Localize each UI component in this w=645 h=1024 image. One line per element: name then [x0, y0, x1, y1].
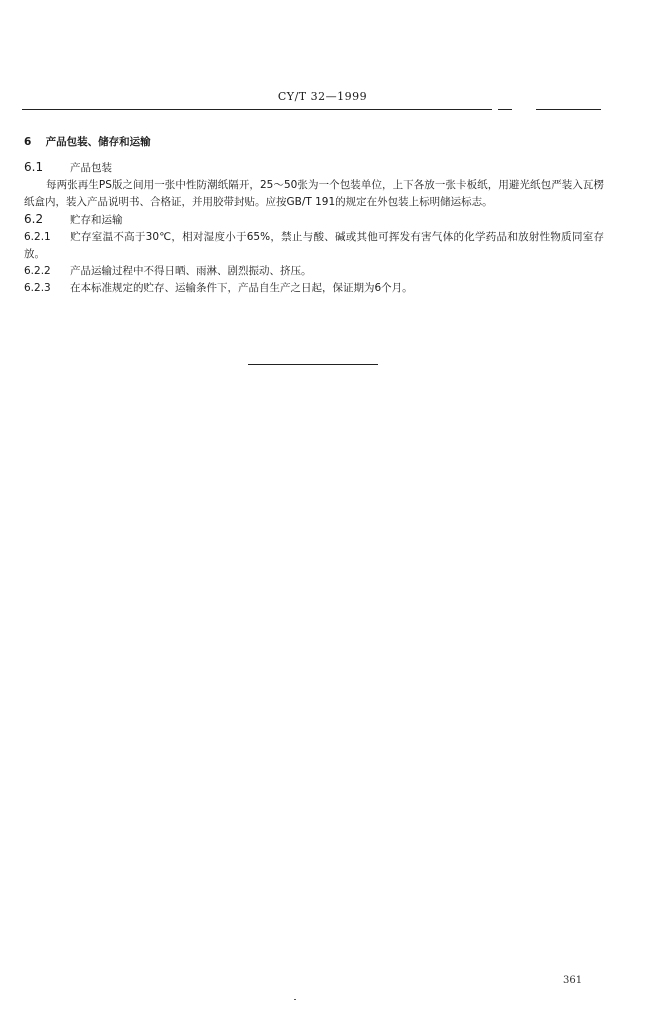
- section-6-1-heading: [24, 159, 604, 177]
- section-6-1-paragraph: 每两张再生PS版之间用一张中性防潮纸隔开，25～50张为一个包装单位，上下各放一张卡板纸，用避光纸包严装入瓦楞纸盒内，装入产品说明书、合格证，并用胶带封贴。应按GB/T 191的规定在外包装上标明储运标志。: [24, 179, 604, 208]
- clause-6-2-1-number: 6.2.1: [24, 231, 51, 243]
- section-6-title: 产品包装、储存和运输: [45, 136, 151, 148]
- clause-6-2-2: [24, 263, 604, 280]
- section-6-2-heading: [24, 211, 604, 229]
- end-of-standard-rule: [248, 364, 378, 365]
- clause-6-2-1-text: 贮存室温不高于30℃，相对湿度小于65%，禁止与酸、碱或其他可挥发有害气体的化学药品和放射性物质同室存放。: [24, 231, 604, 260]
- section-6-1-number: 6.1: [24, 160, 44, 174]
- clause-6-2-2-text: 产品运输过程中不得日晒、雨淋、剧烈振动、挤压。: [70, 265, 312, 277]
- scan-artifact: [294, 999, 296, 1000]
- clause-6-2-1: [24, 229, 604, 263]
- document-body: [24, 134, 604, 297]
- header-rule-right: [536, 109, 601, 110]
- clause-6-2-3: [24, 280, 604, 297]
- header-rule-dash: [498, 109, 512, 110]
- section-6-1-title: 产品包装: [70, 162, 112, 174]
- section-6-number: 6: [24, 136, 32, 148]
- page-number: 361: [563, 975, 583, 986]
- header-rule: [22, 109, 492, 110]
- page-header-standard-code: CY/T 32—1999: [277, 90, 368, 103]
- clause-6-2-3-number: 6.2.3: [24, 282, 51, 294]
- section-6-heading: [24, 134, 604, 151]
- section-6-2-title: 贮存和运输: [70, 214, 123, 226]
- clause-6-2-2-number: 6.2.2: [24, 265, 51, 277]
- section-6-2-number: 6.2: [24, 212, 44, 226]
- clause-6-2-3-text: 在本标准规定的贮存、运输条件下，产品自生产之日起，保证期为6个月。: [70, 282, 413, 294]
